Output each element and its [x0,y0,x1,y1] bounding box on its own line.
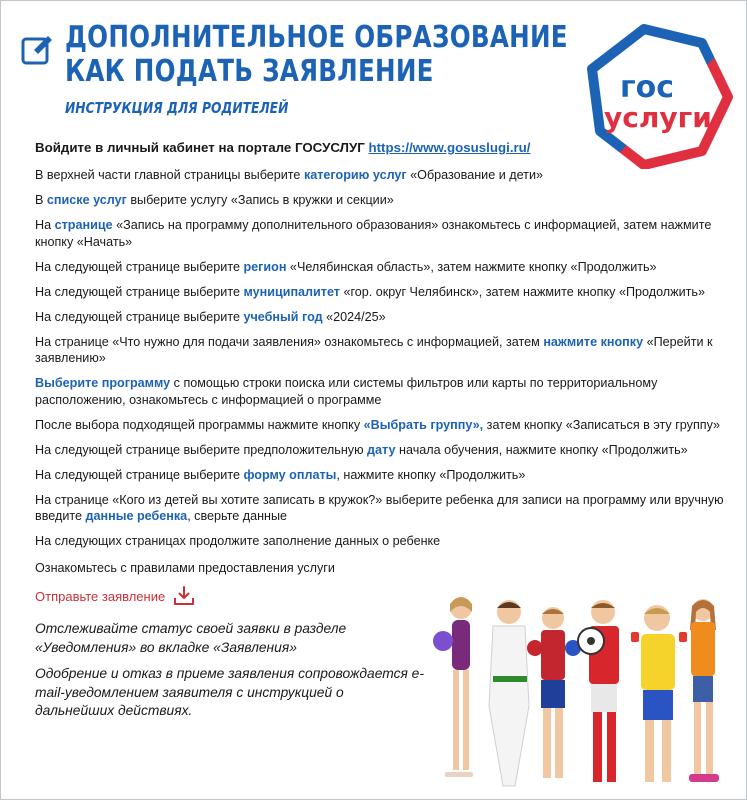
step-14: Ознакомьтесь с правилами предоставления услуги [35,560,335,575]
kid-figure-6 [689,599,719,782]
page-title [65,21,568,89]
status-note: Отслеживайте статус своей заявки в разделе «Уведомления» во вкладке «Заявления» [35,621,347,655]
gosuslugi-link[interactable]: https://www.gosuslugi.ru/ [368,140,531,155]
step-1: В верхней части главной страницы выберите категорию услуг «Образование и дети» [35,168,543,182]
children-sports-illustration [431,586,731,796]
kid-figure-1 [433,597,473,777]
kid-figure-2 [489,600,529,786]
step-11: На следующей странице выберите форму оплаты, нажмите кнопку «Продолжить» [35,467,526,482]
step-4: На следующей странице выберите регион «Челябинская область», затем нажмите кнопку «Продолжить» [35,259,657,274]
intro-line [35,139,725,156]
page-subtitle: ИНСТРУКЦИЯ ДЛЯ РОДИТЕЛЕЙ [65,99,289,117]
step-3: На странице «Запись на программу дополнительного образования» ознакомьтесь с информацией, затем нажмите кнопку «Начать» [35,218,712,249]
kid-figure-5 [631,605,687,782]
title-line-2: КАК ПОДАТЬ ЗАЯВЛЕНИЕ [65,54,434,89]
step-2: В списке услуг выберите услугу «Запись в кружки и секции» [35,193,394,207]
step-9: После выбора подходящей программы нажмите кнопку «Выбрать группу», затем кнопку «Записаться в эту группу» [35,417,721,432]
step-12: На странице «Кого из детей вы хотите записать в кружок?» выберите ребенка для записи на программу или вручную введите данные ребенка, сверьте данные [35,492,724,523]
approval-note: Одобрение и отказ в приеме заявления сопровождается e-mail-уведомлением заявителя с инструкцией о дальнейших действиях. [35,666,424,718]
edit-icon [21,33,55,67]
kid-figure-3 [527,607,581,778]
download-tray-icon [173,586,195,606]
intro-text: Войдите в личный кабинет на портале ГОСУСЛУГ [35,140,369,155]
step-7: На странице «Что нужно для подачи заявления» ознакомьтесь с информацией, затем нажмите кнопку «Перейти к заявлению» [35,334,713,365]
step-5: На следующей странице выберите муниципалитет «гор. округ Челябинск», затем нажмите кнопку «Продолжить» [35,284,705,299]
title-line-1: ДОПОЛНИТЕЛЬНОЕ ОБРАЗОВАНИЕ [65,20,568,55]
logo-text-uslugi: услуги [604,101,712,134]
submit-label: Отправьте заявление [35,588,166,604]
kid-figure-4 [578,600,619,782]
step-13: На следующих страницах продолжите заполнение данных о ребенке [35,534,441,548]
step-6: На следующей странице выберите учебный год «2024/25» [35,309,386,324]
step-8: Выберите программу с помощью строки поиска или системы фильтров или карты по территориальному расположению, ознакомьтесь с информацией о программе [35,376,658,407]
logo-text-gos: гос [620,70,675,105]
step-10: На следующей странице выберите предположительную дату начала обучения, нажмите кнопку «Продолжить» [35,442,688,457]
